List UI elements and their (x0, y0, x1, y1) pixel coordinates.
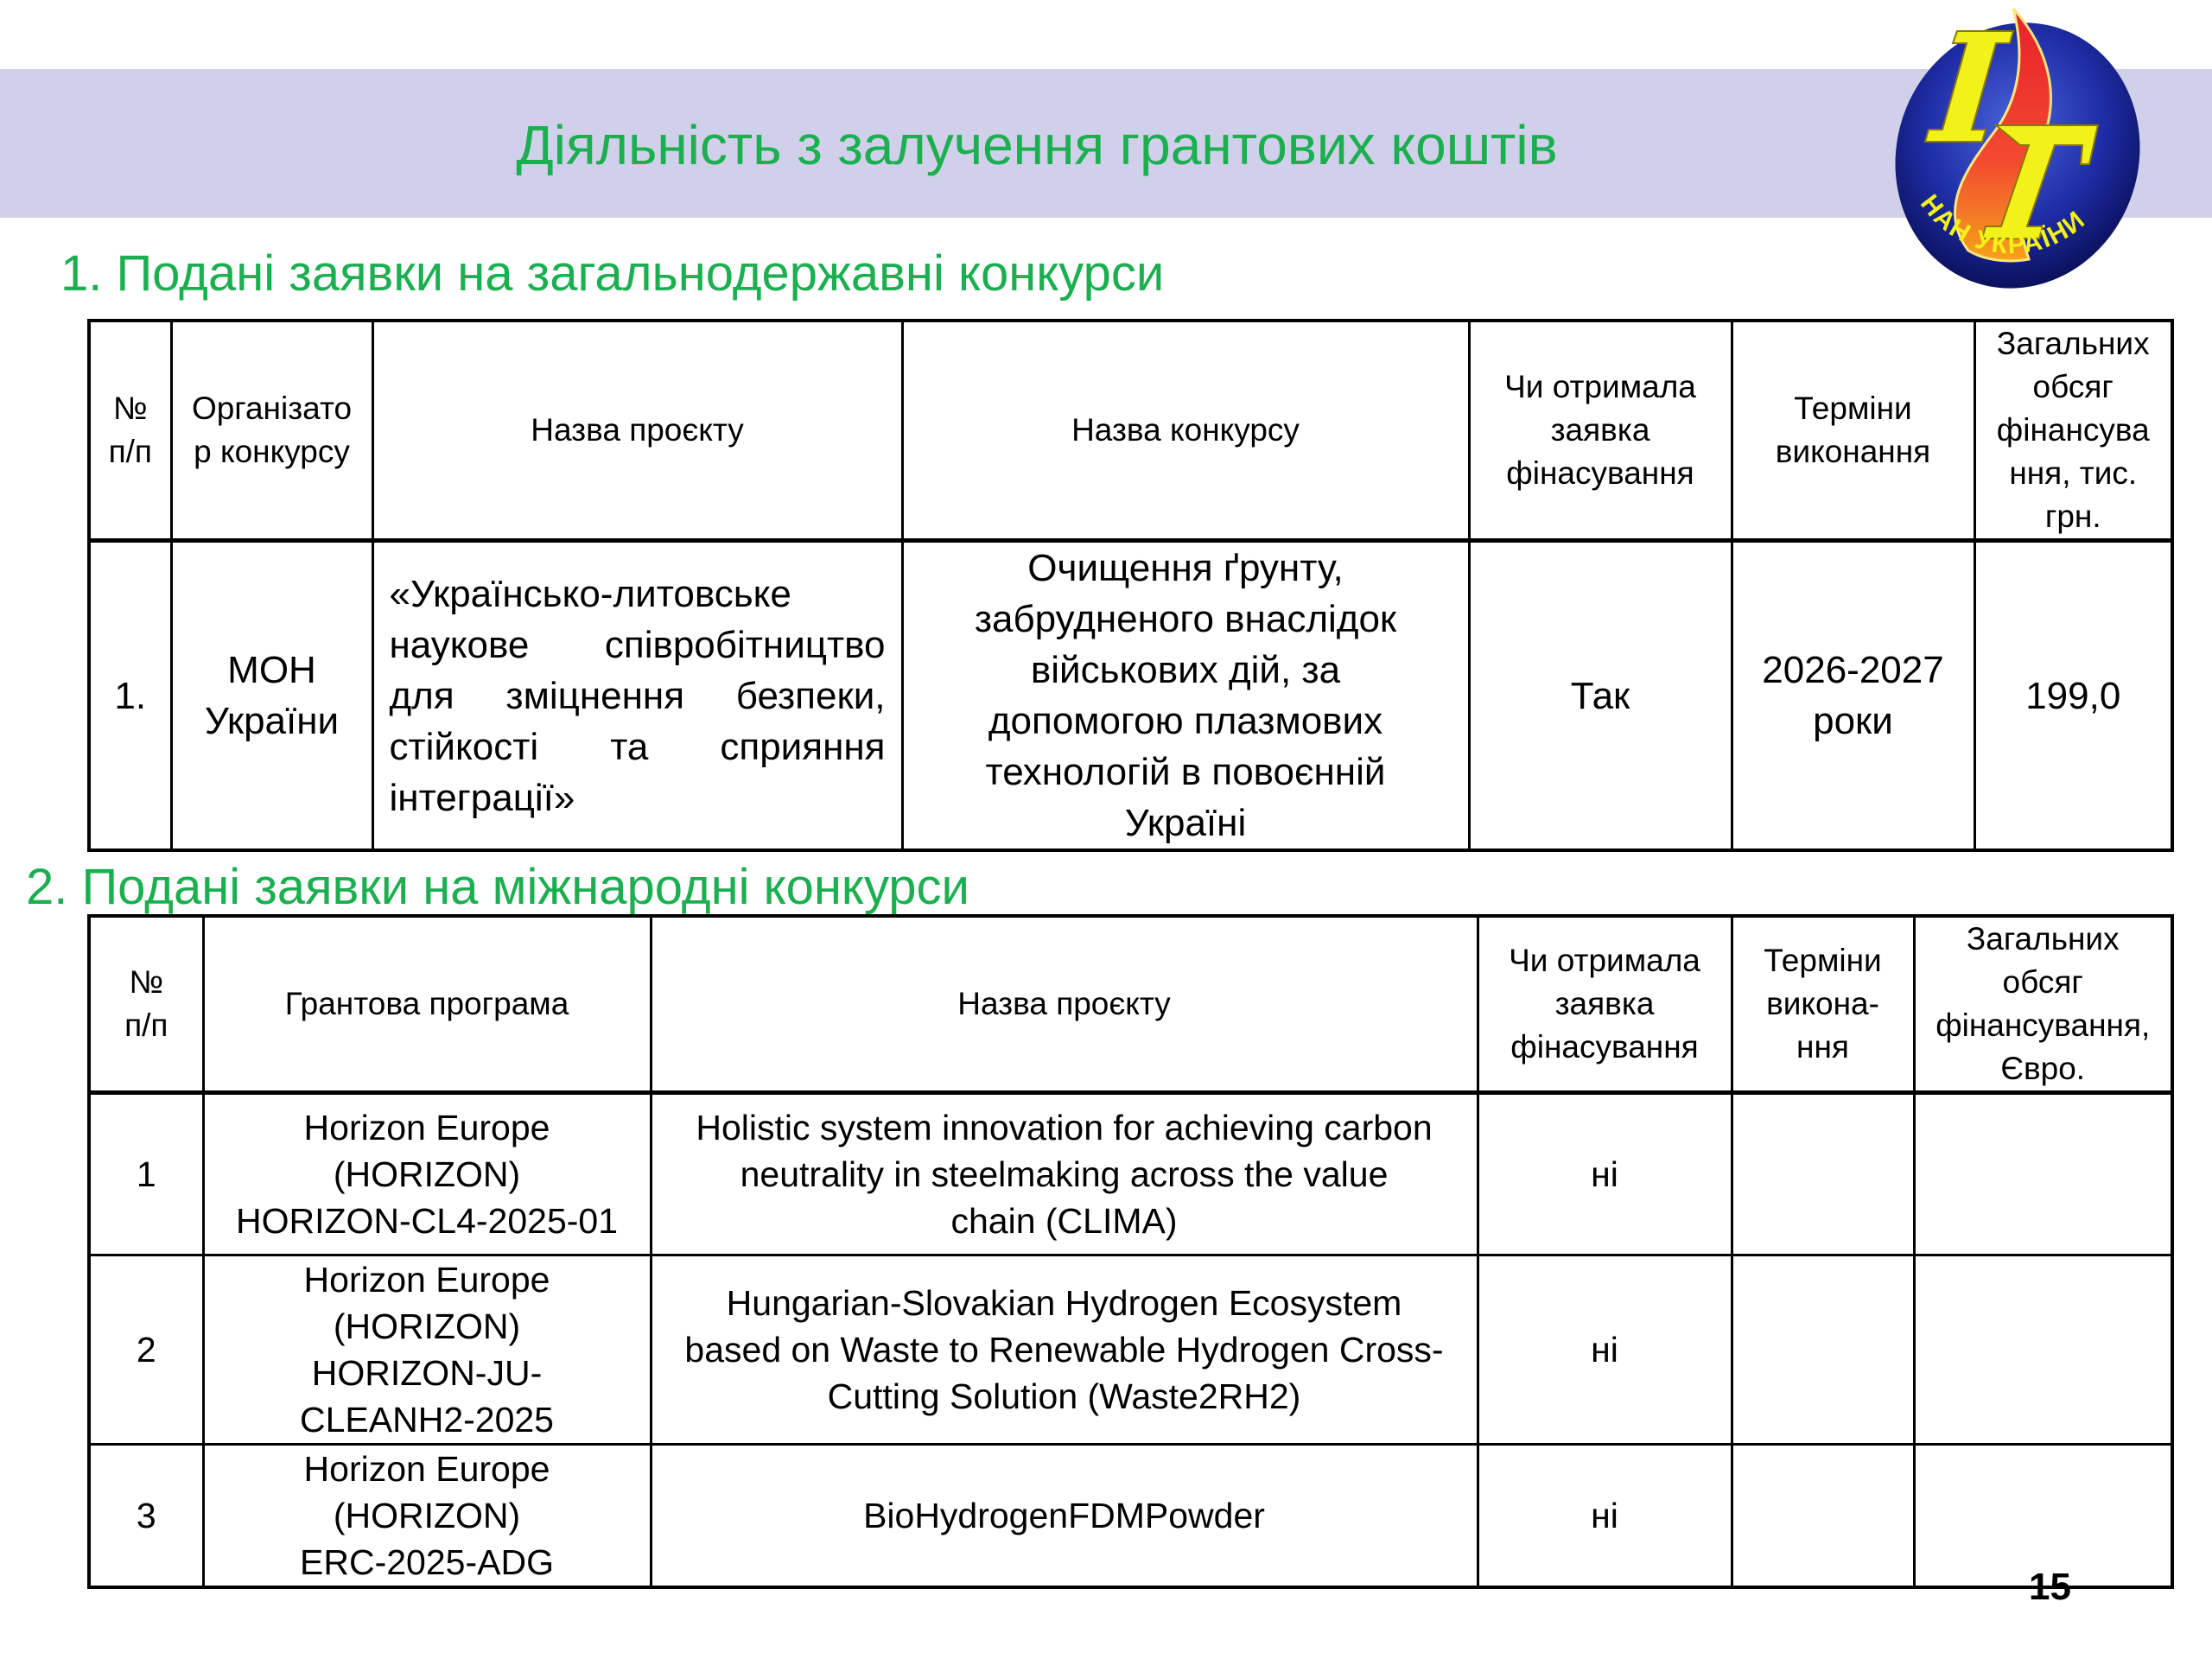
table-header-row (89, 916, 2172, 1093)
header-project-name: Назва проєкту (651, 916, 1478, 1093)
svg-text:НАН УКРАЇНИ: НАН УКРАЇНИ (1915, 189, 2092, 260)
cell-grant-program: Horizon Europe (HORIZON) HORIZON-CL4-2025-01 (203, 1093, 651, 1255)
cell-project-name: «Українсько-литовське наукове співробітництво для зміцнення безпеки, стійкості та сприяння інтеграції» (372, 541, 902, 851)
cell-funded: ні (1478, 1093, 1732, 1255)
cell-amount (1914, 1093, 2172, 1255)
table-row (89, 1255, 2172, 1445)
header-grant-program: Грантова програма (203, 916, 651, 1093)
header-funded: Чи отримала заявка фінасування (1478, 916, 1732, 1093)
cell-project-name: Holistic system innovation for achieving carbon neutrality in steelmaking across the value chain (CLIMA) (651, 1093, 1478, 1255)
header-terms: Терміни виконання (1732, 321, 1974, 541)
header-organizer: Організато р конкурсу (171, 321, 372, 541)
international-contests-table (87, 914, 2174, 1589)
header-num: № п/п (89, 321, 171, 541)
cell-project-name: Hungarian-Slovakian Hydrogen Ecosystem based on Waste to Renewable Hydrogen Cross- Cutting Solution (Waste2RH2) (651, 1255, 1478, 1445)
cell-terms: 2026-2027 роки (1732, 541, 1974, 851)
cell-grant-program: Horizon Europe (HORIZON) HORIZON-JU- CLEANH2-2025 (203, 1255, 651, 1445)
table-row (89, 541, 2172, 851)
cell-terms (1732, 1093, 1914, 1255)
section1-heading: 1. Подані заявки на загальнодержавні конкурси (60, 245, 1165, 302)
cell-num: 3 (89, 1445, 203, 1588)
cell-funded: ні (1478, 1255, 1732, 1445)
header-funded: Чи отримала заявка фінасування (1469, 321, 1732, 541)
cell-project-name: BioHydrogenFDMPowder (651, 1445, 1478, 1588)
cell-num: 1. (89, 541, 171, 851)
cell-num: 2 (89, 1255, 203, 1445)
table-row (89, 1093, 2172, 1255)
cell-organizer: МОН України (171, 541, 372, 851)
national-contests-table (87, 319, 2174, 852)
header-terms: Терміни викона- ння (1732, 916, 1914, 1093)
cell-funded: ні (1478, 1445, 1732, 1588)
cell-funded: Так (1469, 541, 1732, 851)
cell-num: 1 (89, 1093, 203, 1255)
header-num: № п/п (89, 916, 203, 1093)
cell-grant-program: Horizon Europe (HORIZON) ERC-2025-ADG (203, 1445, 651, 1588)
header-amount: Загальних обсяг фінансування, Євро. (1914, 916, 2172, 1093)
cell-terms (1732, 1255, 1914, 1445)
header-project-name: Назва проєкту (372, 321, 902, 541)
slide-title: Діяльність з залучення грантових коштів (516, 114, 1558, 176)
section2-heading: 2. Подані заявки на міжнародні конкурси (26, 859, 969, 915)
header-amount: Загальних обсяг фінансува ння, тис. грн. (1974, 321, 2172, 541)
cell-contest-name: Очищення ґрунту, забрудненого внаслідок військових дій, за допомогою плазмових технологій в повоєнній Україні (902, 541, 1469, 851)
header-contest-name: Назва конкурсу (902, 321, 1469, 541)
logo-emblem-icon (1866, 0, 2160, 302)
cell-terms (1732, 1445, 1914, 1588)
table-header-row (89, 321, 2172, 541)
page-number: 15 (2029, 1566, 2071, 1608)
table-row (89, 1445, 2172, 1588)
cell-amount (1914, 1255, 2172, 1445)
cell-amount: 199,0 (1974, 541, 2172, 851)
